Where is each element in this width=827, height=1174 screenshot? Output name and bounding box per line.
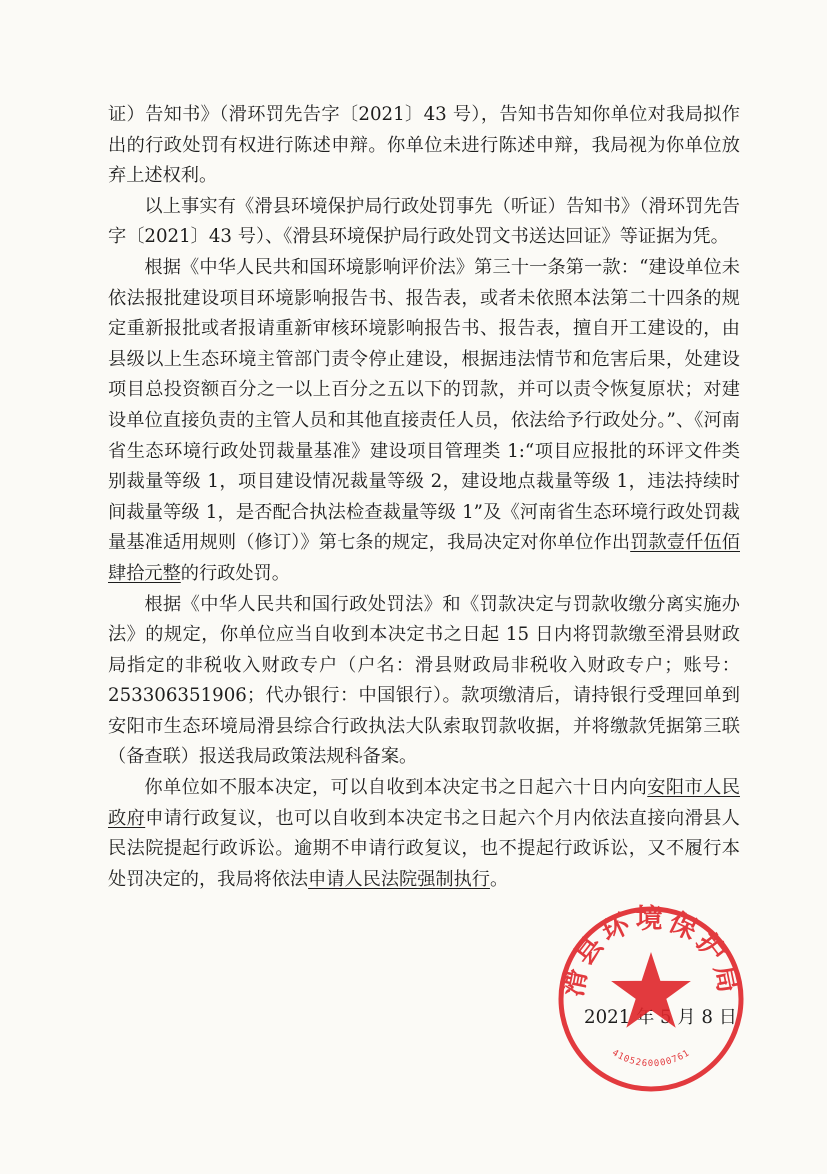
paragraph-3: [108, 253, 740, 590]
paragraph-4-text: 根据《中华人民共和国行政处罚法》和《罚款决定与罚款收缴分离实施办法》的规定，你单位应当自收到本决定书之日起 15 日内将罚款缴至滑县财政局指定的非税收入财政专户（户名：滑县财政局非税收入财政专户；账号：253306351906；代办银行：中国银行）。款项缴清后，请持银行受理回单到安阳市生态环境局滑县综合行政执法大队索取罚款收据，并将缴款凭据第三联（备查联）报送我局政策法规科备案。: [108, 593, 740, 768]
paragraph-1: [108, 100, 740, 192]
seal-text: 滑县环境保护局: [557, 904, 745, 1000]
seal-star: [611, 952, 691, 1028]
document-body: [108, 100, 740, 895]
paragraph-3-tail: 的行政处罚。: [180, 562, 290, 584]
paragraph-2-text: 以上事实有《滑县环境保护局行政处罚事先（听证）告知书》（滑环罚先告字〔2021〕43 号）、《滑县环境保护局行政处罚文书送达回证》等证据为凭。: [108, 195, 740, 248]
paragraph-5-text: 你单位如不服本决定，可以自收到本决定书之日起六十日内向: [144, 777, 648, 799]
paragraph-5-middle: 申请行政复议，也可以自收到本决定书之日起六个月内依法直接向滑县人民法院提起行政诉讼。逾期不申请行政复议，也不提起行政诉讼，又不履行本处罚决定的，我局将依法: [108, 807, 740, 890]
seal-code: 4105260000761: [610, 1048, 692, 1070]
paragraph-4: [108, 590, 740, 774]
paragraph-1-text: 证）告知书》（滑环罚先告字〔2021〕43 号），告知书告知你单位对我局拟作出的行政处罚有权进行陈述申辩。你单位未进行陈述申辩，我局视为你单位放弃上述权利。: [108, 104, 740, 187]
paragraph-2: [108, 192, 740, 253]
paragraph-3-text: 根据《中华人民共和国环境影响评价法》第三十一条第一款：“建设单位未依法报批建设项目环境影响报告书、报告表，或者未依照本法第二十四条的规定重新报批或者报请重新审核环境影响报告书、报告表，擅自开工建设的，由县级以上生态环境主管部门责令停止建设，根据违法情节和危害后果，处建设项目总投资额百分之一以上百分之五以下的罚款，并可以责令恢复原状；对建设单位直接负责的主管人员和其他直接责任人员，依法给予行政处分。”、《河南省生态环境行政处罚裁量基准》建设项目管理类 1:“项目应报批的环评文件类别裁量等级 1，项目建设情况裁量等级 2，建设地点裁量等级 1，违法持续时间裁量等级 1，是否配合执法检查裁量等级 1”及《河南省生态环境行政处罚裁量基准适用规则（修订）》第七条的规定，我局决定对你单位作出: [108, 256, 740, 554]
paragraph-5: [108, 773, 740, 895]
penalty-amount: 罚款壹仟伍佰肆拾元整: [108, 532, 740, 584]
paragraph-5-end: 。: [489, 868, 509, 890]
review-authority: 安阳市人民政府: [108, 777, 740, 829]
document-date: 2021 年 5 月 8 日: [584, 1007, 737, 1028]
official-seal-stamp: [556, 904, 746, 1094]
enforcement-phrase: 申请人民法院强制执行: [308, 868, 490, 890]
